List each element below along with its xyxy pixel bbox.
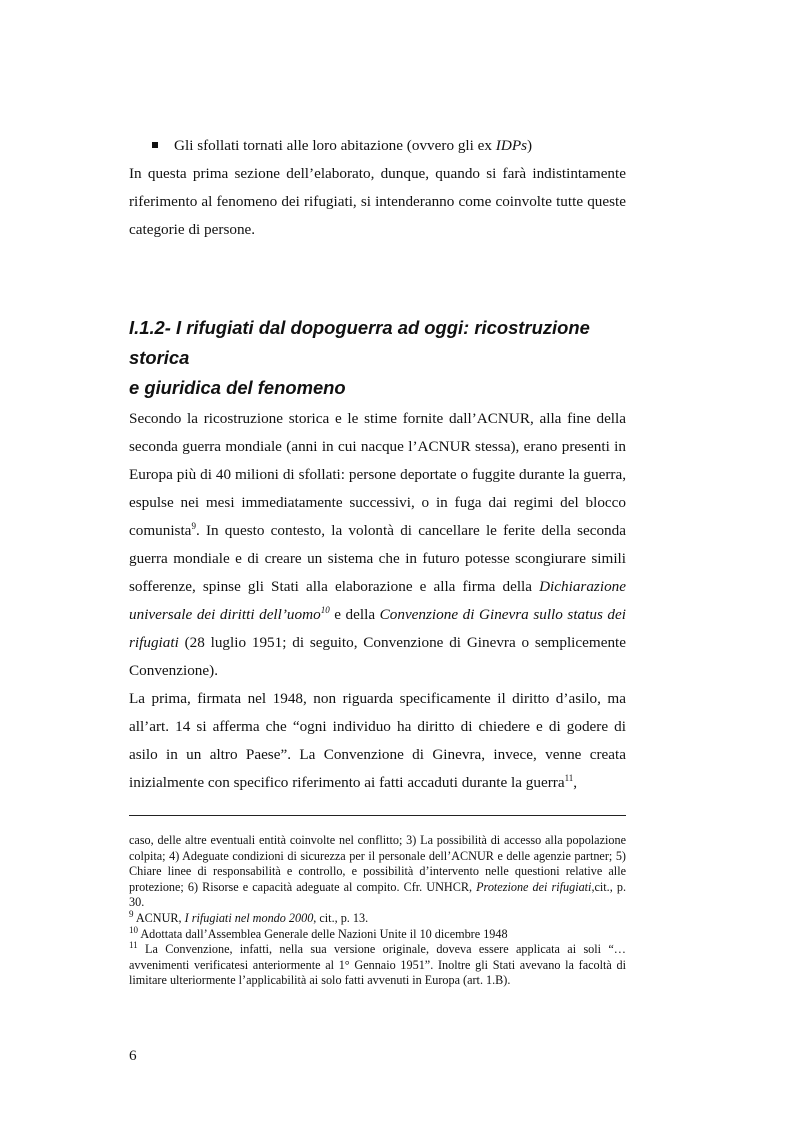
footnote-ref-10-text: 10 [320,604,330,615]
paragraph-1-part3: e della [329,606,380,623]
footnote-10 [129,924,626,943]
paragraph-1-part4: (28 luglio 1951; di seguito, Convenzione di Ginevra o semplicemente Convenzione). [129,634,626,679]
paragraph-1 [129,405,626,685]
footnote-9-italic: I rifugiati nel mondo 2000 [184,910,314,925]
footnote-ref-9: 9 [191,520,196,531]
bullet-item [152,132,632,160]
bullet-italic-term: IDPs [495,137,528,154]
paragraph-2-part1: La prima, firmata nel 1948, non riguarda specificamente il diritto d’asilo, ma all’art. 14 si afferma che “ogni individuo ha diritto di chiedere e di godere di asilo in un altro Paese”. La Convenzione di Ginevra, invece, venne creata inizialmente con specifico riferimento ai fatti accaduti durante la guerra [129,690,626,791]
section-heading [129,313,634,403]
bullet-square-icon [152,142,158,148]
footnote-ref-10 [321,605,330,615]
section-heading-line1: I.1.2- I rifugiati dal dopoguerra ad oggi: ricostruzione storica [129,317,590,368]
intro-paragraph-block [129,160,626,244]
footnote-9-pre: ACNUR, [133,910,185,925]
footnote-10-text: Adottata dall’Assemblea Generale delle Nazioni Unite il 10 dicembre 1948 [138,926,508,941]
footnote-ref-11: 11 [564,772,574,783]
paragraph-1-part1: Secondo la ricostruzione storica e le stime fornite dall’ACNUR, alla fine della seconda guerra mondiale (anni in cui nacque l’ACNUR stessa), erano presenti in Europa più di 40 milioni di sfollati: persone deportate o fuggite durante la guerra, espulse nei mesi immediatamente successivi, o in fuga dai regimi del blocco comunista [129,410,626,539]
footnote-11 [129,942,626,989]
footnote-11-text: La Convenzione, infatti, nella sua versione originale, doveva essere applicata ai soli “…avvenimenti verificatesi anteriormente al 1° Gennaio 1951”. Inoltre gli Stati avevano la facoltà di limitare ulteriormente l’applicabilità ai solo fatti avvenuti in Europa (art. 1.B). [129,942,626,988]
paragraph-2 [129,685,626,797]
footnote-11-number: 11 [129,940,138,951]
intro-paragraph: In questa prima sezione dell’elaborato, dunque, quando si farà indistintamente riferimento al fenomeno dei rifugiati, si intenderanno come coinvolte tutte queste categorie di persone. [129,165,626,238]
footnote-9 [129,908,626,927]
footnote-10-number: 10 [129,924,138,935]
bullet-text-before: Gli sfollati tornati alle loro abitazione (ovvero gli ex [174,137,496,154]
footnote-separator [129,815,626,816]
section-heading-line2: e giuridica del fenomeno [129,377,346,398]
footnote-continued-text: caso, delle altre eventuali entità coinvolte nel conflitto; 3) La possibilità di accesso alla popolazione colpita; 4) Adeguate condizioni di sicurezza per il personale dell’ACNUR e delle agenzie partner; 5) Chiare linee di responsabilità e controllo, e possibilità d’intervento nelle questioni relative alle protezione; 6) Risorse e capacità adeguate al compito. Cfr. UNHCR, [129,833,626,894]
paragraph-1-italic-declaration: Dichiarazione universale dei diritti dell’uomo [129,578,626,623]
main-text-block [129,405,626,797]
bullet-text-after: ) [527,137,533,154]
footnote-continued [129,833,626,911]
footnote-9-post: , cit., p. 13. [313,910,369,925]
page-number: 6 [129,1047,137,1064]
paragraph-2-part2: , [573,774,578,791]
footnote-9-number: 9 [129,908,134,919]
footnote-continued-tail: ,cit., p. 30. [129,879,626,910]
footnotes-block [129,833,626,989]
paragraph-1-italic-convention: Convenzione di Ginevra sullo status dei rifugiati [129,606,626,651]
paragraph-1-part2: . In questo contesto, la volontà di cancellare le ferite della seconda guerra mondiale e di creare un sistema che in futuro potesse scongiurare simili sofferenze, spinse gli Stati alla elaborazione e alla firma della [129,522,626,595]
footnote-continued-italic: Protezione dei rifugiati [476,879,592,894]
